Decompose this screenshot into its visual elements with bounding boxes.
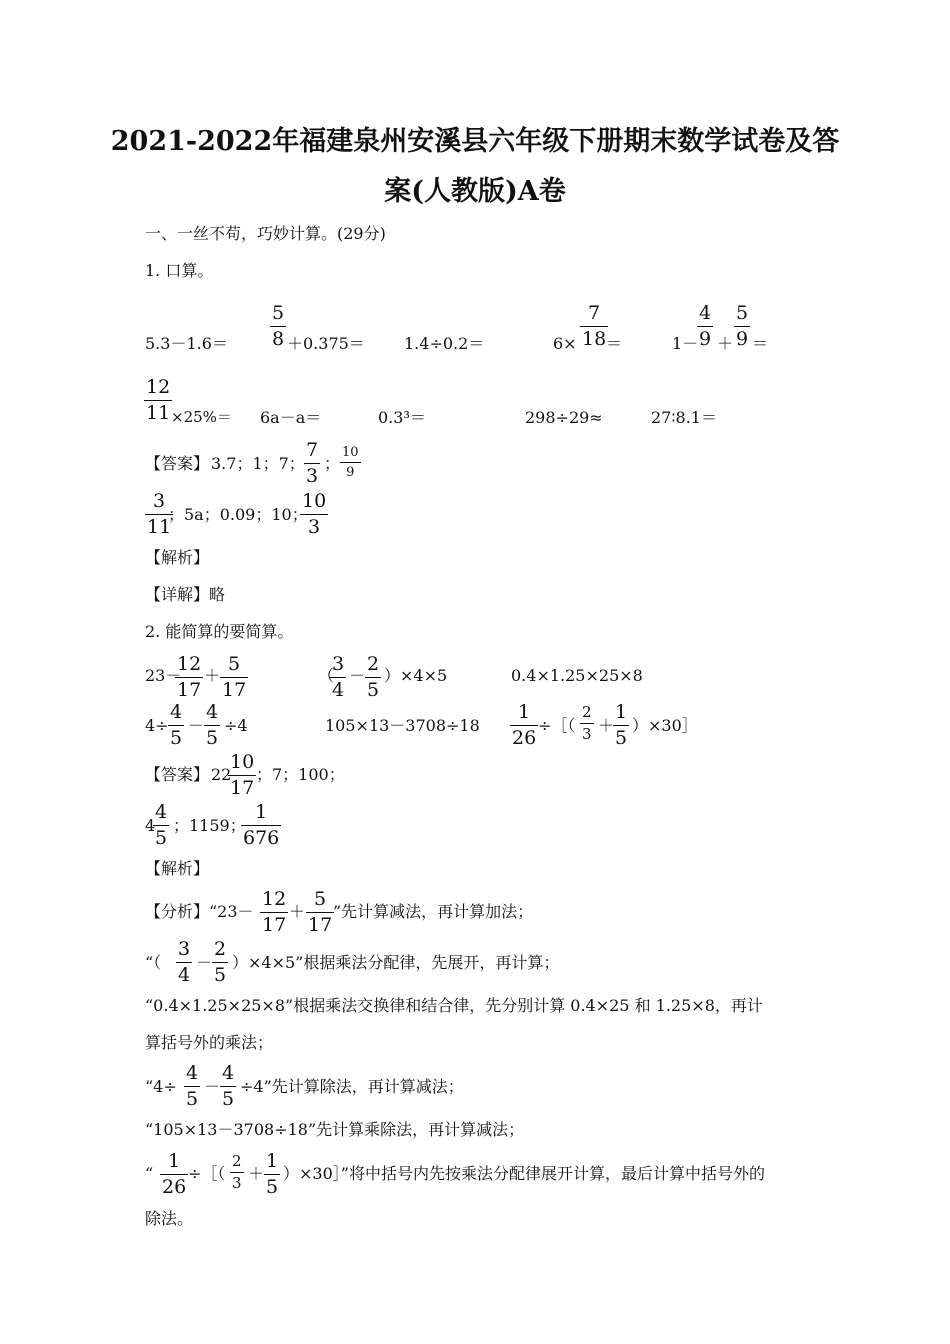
denominator: 8 — [272, 328, 285, 350]
denominator: 5 — [155, 827, 168, 849]
numerator: 2 — [367, 653, 380, 675]
denominator: 4 — [332, 679, 345, 701]
q1-answer-fraction-10-9 — [340, 446, 361, 479]
q2-answer-fraction3 — [241, 803, 281, 848]
denominator: 9 — [736, 328, 749, 350]
q2-r1e2-fraction1 — [330, 655, 346, 700]
numerator: 2 — [214, 938, 227, 960]
q1-r2-e5: 27∶8.1＝ — [651, 408, 717, 427]
denominator: 5 — [214, 964, 227, 986]
denominator: 26 — [162, 1176, 187, 1198]
q1-r2-e1-rest: ×25%＝ — [171, 408, 232, 426]
q1-answer-fraction-7-3 — [304, 441, 320, 486]
q2-answer-whole2: 4 — [145, 816, 156, 835]
q2-r2e3-fraction2 — [580, 705, 594, 742]
a4-pre: “4÷ — [145, 1077, 177, 1096]
q2-answer-whole1: 22 — [211, 765, 232, 784]
denominator: 17 — [230, 777, 255, 799]
numerator: 12 — [146, 376, 171, 398]
denominator: 11 — [146, 402, 171, 424]
numerator: 4 — [222, 1062, 235, 1084]
a1-op: ＋ — [289, 902, 306, 921]
denominator: 17 — [262, 914, 287, 936]
numerator: 1 — [168, 1150, 181, 1172]
q2-r1e1-fraction1 — [175, 655, 203, 700]
denominator: 26 — [512, 727, 537, 749]
numerator: 2 — [582, 703, 592, 721]
q2-r2e3-rest: ）×30］ — [632, 716, 698, 735]
a4-op: － — [204, 1077, 221, 1096]
a2-pre: “（ — [145, 953, 162, 972]
numerator: 3 — [332, 653, 345, 675]
q1-answer-fraction-10-3 — [300, 492, 328, 537]
a3-line2: 算括号外的乘法； — [145, 1033, 274, 1052]
q2-r1e3: 0.4×1.25×25×8 — [511, 666, 643, 685]
a6-fraction3 — [264, 1152, 280, 1197]
q1-r1-e5-rest: ＝ — [752, 334, 769, 353]
q2-answer-mid2: ；1159； — [173, 816, 246, 835]
denominator: 4 — [178, 964, 191, 986]
a4-rest: ÷4”先计算除法，再计算减法； — [240, 1077, 464, 1096]
q2-r2e3-fraction1 — [510, 703, 538, 748]
q1-r1-e5-pre: 1－ — [672, 334, 699, 353]
q1-r1-e5-fraction2 — [734, 304, 750, 349]
q2-r2e3-op: ＋ — [598, 716, 615, 735]
denominator: 5 — [222, 1088, 235, 1110]
doc-title-line2: 案(人教版)A卷 — [384, 176, 566, 207]
q2-r2e3-mid: ÷［（ — [538, 716, 576, 735]
a6-fraction1 — [160, 1152, 188, 1197]
q1-r2-e3: 0.3³＝ — [378, 408, 426, 427]
a6-fraction2 — [230, 1154, 244, 1191]
denominator: 5 — [615, 727, 628, 749]
numerator: 7 — [306, 439, 319, 461]
a2-fraction1 — [176, 940, 192, 985]
denominator: 17 — [177, 679, 202, 701]
numerator: 1 — [255, 801, 268, 823]
denominator: 17 — [308, 914, 333, 936]
numerator: 10 — [302, 490, 327, 512]
q1-answer-text1: 3.7；1；7； — [211, 454, 305, 473]
a1-rest: ”先计算减法，再计算加法； — [333, 902, 534, 921]
numerator: 1 — [615, 701, 628, 723]
numerator: 2 — [232, 1152, 242, 1170]
numerator: 5 — [272, 302, 285, 324]
q1-r2-e1-fraction — [144, 378, 172, 423]
q1-r1-e4-rest: ＝ — [606, 334, 623, 353]
q2-r2e1-rest: ÷4 — [224, 716, 248, 735]
q2-r1e1-fraction2 — [220, 655, 248, 700]
q1-answer-sep: ； — [324, 454, 341, 473]
q2-answer-label: 【答案】 — [145, 765, 210, 784]
denominator: 3 — [232, 1174, 242, 1192]
denominator: 5 — [206, 727, 219, 749]
q2-r2e1-op: － — [188, 716, 205, 735]
numerator: 1 — [266, 1150, 279, 1172]
q1-label: 1. 口算。 — [145, 261, 214, 280]
numerator: 5 — [314, 888, 327, 910]
q2-r2e3-fraction3 — [613, 703, 629, 748]
q1-r1-e5-op: ＋ — [717, 334, 734, 353]
q1-analysis: 【解析】 — [145, 548, 210, 567]
a6-op: ＋ — [248, 1164, 265, 1183]
numerator: 4 — [206, 701, 219, 723]
q2-r1e2-open: （ — [318, 666, 335, 685]
a2-op: － — [196, 953, 213, 972]
q1-r1-e2-fraction — [270, 304, 286, 349]
q2-r1e1-op: ＋ — [204, 666, 221, 685]
q1-r2-e2: 6a－a＝ — [260, 408, 322, 427]
q2-answer-fraction2 — [153, 803, 169, 848]
a2-rest: ）×4×5”根据乘法分配律，先展开，再计算； — [232, 953, 560, 972]
a4-fraction2 — [220, 1064, 236, 1109]
numerator: 10 — [230, 751, 255, 773]
numerator: 4 — [186, 1062, 199, 1084]
q2-analysis: 【解析】 — [145, 859, 210, 878]
numerator: 3 — [153, 490, 166, 512]
q2-r2e1-fraction2 — [204, 703, 220, 748]
q1-answer-text2: ；5a；0.09；10； — [168, 505, 308, 524]
a1-fraction1 — [260, 890, 288, 935]
denominator: 5 — [170, 727, 183, 749]
a6-mid: ÷［（ — [188, 1164, 226, 1183]
a3-line1: “0.4×1.25×25×8”根据乘法交换律和结合律，先分别计算 0.4×25 和 1.25×8，再计 — [145, 996, 763, 1015]
numerator: 4 — [155, 801, 168, 823]
q1-r2-e4: 298÷29≈ — [525, 408, 603, 427]
q2-r1e2-rest: ）×4×5 — [384, 666, 448, 685]
q1-answer-label: 【答案】 — [145, 454, 210, 473]
q2-r1e2-op: － — [349, 666, 366, 685]
numerator: 12 — [177, 653, 202, 675]
numerator: 3 — [178, 938, 191, 960]
denominator: 18 — [582, 328, 607, 350]
a2-fraction2 — [212, 940, 228, 985]
q2-r1e2-fraction2 — [365, 655, 381, 700]
q2-r2e1-fraction1 — [168, 703, 184, 748]
q1-r1-e2-rest: ＋0.375＝ — [287, 334, 365, 353]
denominator: 17 — [222, 679, 247, 701]
numerator: 12 — [262, 888, 287, 910]
denominator: 9 — [346, 465, 355, 480]
q1-detail: 【详解】略 — [145, 585, 226, 604]
numerator: 4 — [699, 302, 712, 324]
denominator: 9 — [699, 328, 712, 350]
denominator: 5 — [266, 1176, 279, 1198]
section1-heading: 一、一丝不苟，巧妙计算。(29分) — [145, 224, 386, 243]
numerator: 5 — [736, 302, 749, 324]
doc-title-line1: 2021-2022年福建泉州安溪县六年级下册期末数学试卷及答 — [110, 126, 840, 157]
a5: “105×13－3708÷18”先计算乘除法，再计算减法； — [145, 1120, 525, 1139]
q1-r1-e4-pre: 6× — [553, 334, 577, 353]
q2-r2e1-pre: 4÷ — [145, 716, 169, 735]
q1-r1-e4-fraction — [580, 304, 608, 349]
a1-pre: 【分析】“23－ — [145, 902, 254, 921]
denominator: 5 — [186, 1088, 199, 1110]
q1-r1-e3: 1.4÷0.2＝ — [404, 334, 485, 353]
denominator: 676 — [243, 827, 280, 849]
q2-answer-rest1: ；7；100； — [256, 765, 345, 784]
q2-r1e1-pre: 23－ — [145, 666, 182, 685]
denominator: 3 — [306, 465, 319, 487]
a6-rest: ）×30］”将中括号内先按乘法分配律展开计算，最后计算中括号外的 — [283, 1164, 765, 1183]
denominator: 11 — [147, 516, 172, 538]
a4-fraction1 — [184, 1064, 200, 1109]
denominator: 3 — [308, 516, 321, 538]
q2-r2e2: 105×13－3708÷18 — [325, 716, 480, 735]
a6-pre: “ — [145, 1164, 154, 1183]
numerator: 7 — [588, 302, 601, 324]
numerator: 1 — [518, 701, 531, 723]
denominator: 3 — [582, 725, 592, 743]
a6-line2: 除法。 — [145, 1209, 194, 1228]
numerator: 5 — [228, 653, 241, 675]
denominator: 5 — [367, 679, 380, 701]
numerator: 4 — [170, 701, 183, 723]
q2-label: 2. 能简算的要简算。 — [145, 622, 294, 641]
a1-fraction2 — [306, 890, 334, 935]
q1-r1-e5-fraction1 — [697, 304, 713, 349]
q2-answer-fraction1 — [228, 753, 256, 798]
numerator: 10 — [342, 445, 359, 460]
q1-r1-e1: 5.3－1.6＝ — [145, 334, 228, 353]
